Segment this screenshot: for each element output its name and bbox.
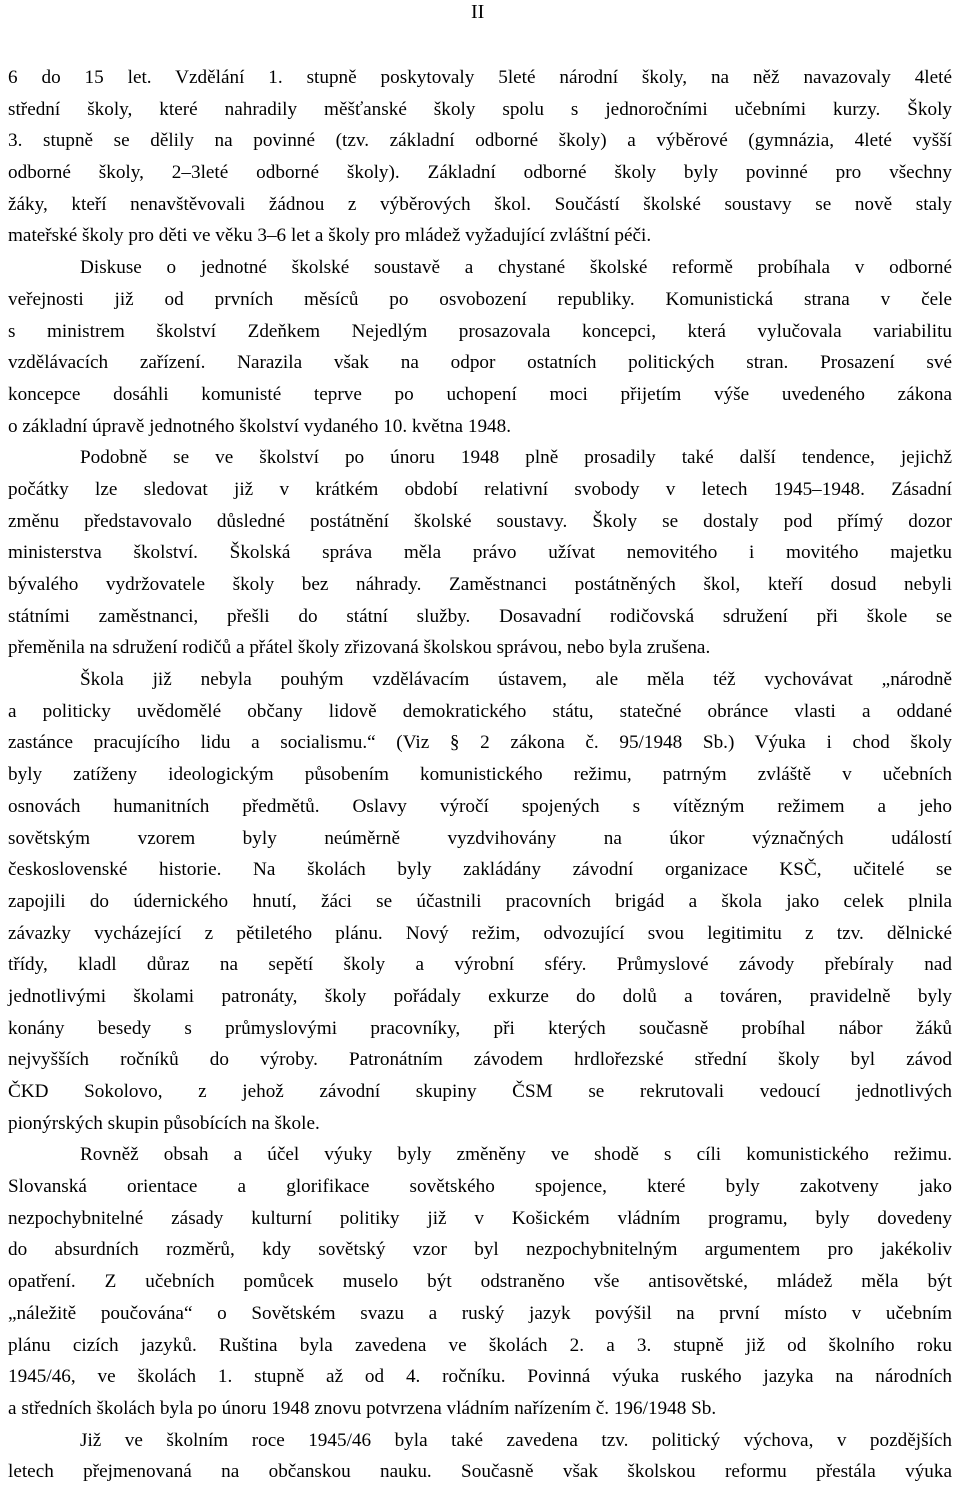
- text-line: 1945/46, ve školách 1. stupně až od 4. ročníku. Povinná výuka ruského jazyka na národních: [8, 1366, 952, 1388]
- text-line: závazky vycházející z pětiletého plánu. Nový režim, odvozující svou legitimitu z tzv. dělnické: [8, 922, 952, 944]
- text-line: s ministrem školství Zdeňkem Nejedlým prosazovala koncepci, která vylučovala variabilitu: [8, 320, 952, 342]
- text-line: jednotlivými školami patronáty, školy pořádaly exkurze do dolů a továren, pravidelně byly: [8, 985, 952, 1007]
- text-line: změnu představovalo důsledné postátnění školské soustavy. Školy se dostaly pod přímý dozor: [8, 510, 952, 532]
- text-line: přeměnila na sdružení rodičů a přátel školy zřizovaná školskou správou, nebo byla zrušena.: [8, 637, 711, 659]
- text-line: pionýrských skupin působících na škole.: [8, 1112, 320, 1134]
- text-line: zastánce pracujícího lidu a socialismu.“ (Viz § 2 zákona č. 95/1948 Sb.) Výuka i chod školy: [8, 732, 952, 754]
- text-line: a středních školách byla po únoru 1948 znovu potvrzena vládním nařízením č. 196/1948 Sb.: [8, 1397, 717, 1419]
- text-line: československé historie. Na školách byly zakládány závodní organizace KSČ, učitelé se: [8, 859, 952, 881]
- text-line: opatření. Z učebních pomůcek muselo být odstraněno vše antisovětské, mládež měla být: [8, 1271, 952, 1293]
- text-line: Diskuse o jednotné školské soustavě a chystané školské reformě probíhala v odborné: [80, 257, 952, 279]
- text-line: byly zatíženy ideologickým působením komunistického režimu, patrným zvláště v učebních: [8, 764, 952, 786]
- text-line: odborné školy, 2–3leté odborné školy). Základní odborné školy byly povinné pro všechny: [8, 162, 952, 184]
- text-line: ČKD Sokolovo, z jehož závodní skupiny ČSM se rekrutovali vedoucí jednotlivých: [8, 1081, 952, 1102]
- text-line: Škola již nebyla pouhým vzdělávacím ústavem, ale měla též vychovávat „národně: [80, 669, 952, 691]
- text-line: a politicky uvědomělé občany lidově demokratického státu, statečné obránce vlasti a oddané: [8, 700, 952, 722]
- text-line: mateřské školy pro děti ve věku 3–6 let a školy pro mládež vyžadující zvláštní péči.: [8, 225, 652, 247]
- text-line: konány besedy s průmyslovými pracovníky, při kterých současně probíhal nábor žáků: [8, 1017, 952, 1039]
- text-line: třídy, kladl důraz na sepětí školy a výrobní sféry. Průmyslové závody přebíraly nad: [8, 954, 952, 976]
- text-line: bývalého vydržovatele školy bez náhrady. Zaměstnanci postátněných škol, kteří dosud nebyli: [8, 574, 952, 595]
- text-line: nejvyšších ročníků do výroby. Patronátním závodem hrdlořezské střední školy byl závod: [8, 1049, 952, 1071]
- text-line: 3. stupně se dělily na povinné (tzv. základní odborné školy) a výběrové (gymnázia, 4leté vyšší: [8, 130, 952, 152]
- text-line: Již ve školním roce 1945/46 byla také zavedena tzv. politický výchova, v pozdějších: [80, 1429, 952, 1451]
- body-text: [8, 62, 952, 1488]
- text-line: Rovněž obsah a účel výuky byly změněny ve shodě s cíli komunistického režimu.: [80, 1144, 952, 1166]
- text-line: počátky lze sledovat již v krátkém období relativní svobody v letech 1945–1948. Zásadní: [8, 478, 952, 500]
- text-line: ministerstva školství. Školská správa měla právo užívat nemovitého i movitého majetku: [8, 542, 952, 564]
- text-line: Podobně se ve školství po únoru 1948 plně prosadily také další tendence, jejichž: [80, 447, 952, 469]
- text-line: 6 do 15 let. Vzdělání 1. stupně poskytovaly 5leté národní školy, na něž navazovaly 4leté: [8, 67, 952, 88]
- text-line: střední školy, které nahradily měšťanské školy spolu s jednoročními učebními kurzy. Školy: [8, 98, 952, 120]
- text-line: „náležitě poučována“ o Sovětském svazu a ruský jazyk povýšil na první místo v učebním: [8, 1302, 952, 1324]
- text-line: do absurdních rozměrů, kdy sovětský vzor byl nezpochybnitelným argumentem pro jakékoliv: [8, 1239, 952, 1261]
- text-line: zapojili do údernického hnutí, žáci se účastnili pracovních brigád a škola jako celek plnila: [8, 890, 952, 912]
- text-line: státními zaměstnanci, přešli do státní služby. Dosavadní rodičovská sdružení při škole se: [8, 605, 952, 627]
- text-line: plánu cizích jazyků. Ruština byla zavedena ve školách 2. a 3. stupně již od školního roku: [8, 1334, 952, 1356]
- text-line: letech přejmenovaná na občanskou nauku. Současně však školskou reformu přestála výuka: [8, 1461, 952, 1483]
- text-line: Slovanská orientace a glorifikace sovětského spojence, které byly zakotveny jako: [8, 1176, 952, 1198]
- text-line: nezpochybnitelné zásady kulturní politiky již v Košickém vládním programu, byly dovedeny: [8, 1207, 952, 1229]
- page-number: II: [471, 1, 485, 23]
- text-line: osnovách humanitních předmětů. Oslavy výročí spojených s vítězným režimem a jeho: [8, 795, 952, 817]
- text-line: vzdělávacích zařízení. Narazila však na odpor ostatních politických stran. Prosazení své: [8, 352, 952, 374]
- text-line: koncepce dosáhli komunisté teprve po uchopení moci přijetím výše uvedeného zákona: [8, 383, 952, 405]
- text-line: sovětským vzorem byly neúměrně vyzdvihovány na úkor význačných událostí: [8, 827, 952, 849]
- text-line: žáky, kteří nenavštěvovali žádnou z výběrových škol. Součástí školské soustavy se nově staly: [8, 193, 952, 215]
- text-line: o základní úpravě jednotného školství vydaného 10. května 1948.: [8, 415, 512, 437]
- text-line: veřejnosti již od prvních měsíců po osvobození republiky. Komunistická strana v čele: [8, 288, 952, 310]
